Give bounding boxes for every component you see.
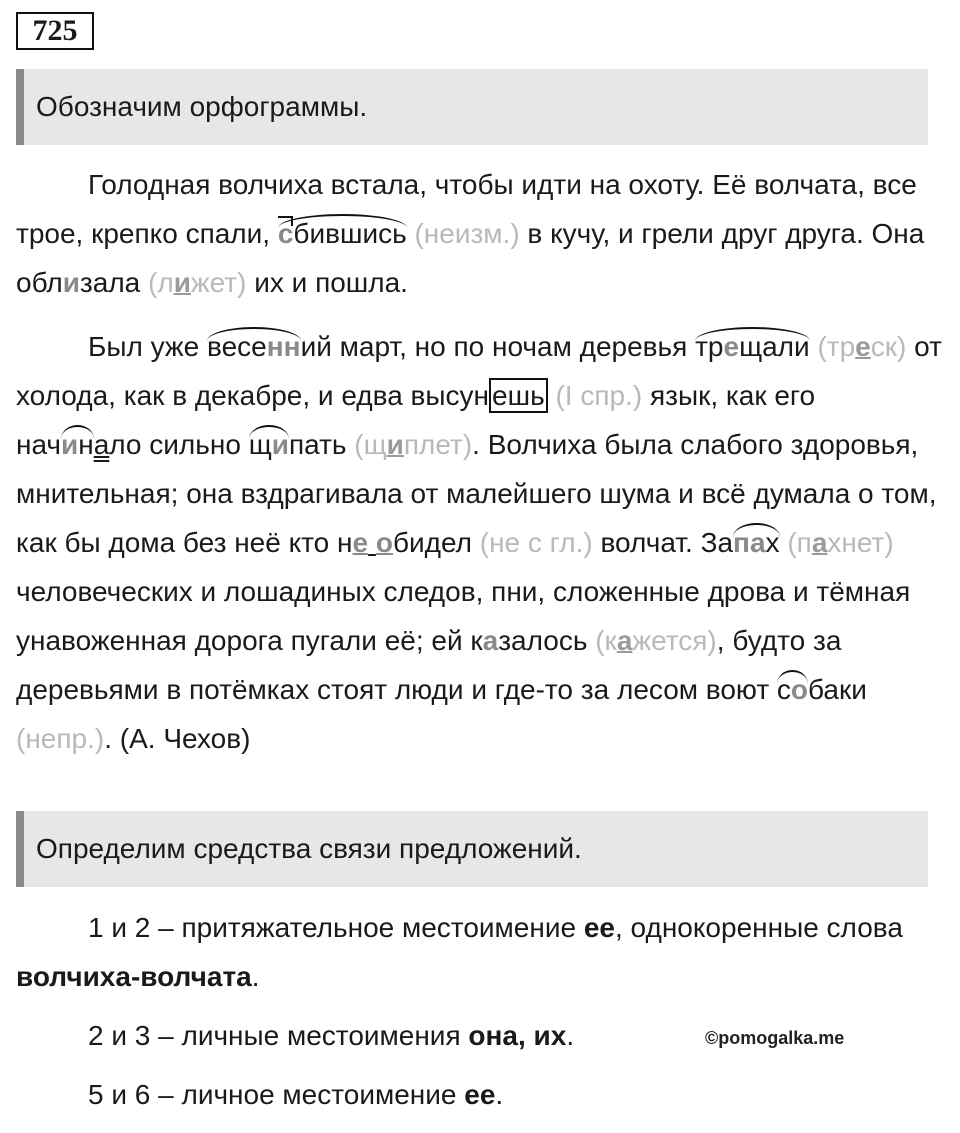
text-run: волчат. За [592,527,734,558]
orthogram-letter: о [375,527,393,558]
text-run: человеческих и лошадиных следов, пни, сложенные дрова и тёмная унавоженная дорога пугали её; ей к [16,576,911,656]
section-heading-text: Обозначим орфограммы. [36,91,368,122]
note-ne-s-gl: (не с гл.) [479,527,593,558]
note-kazhetsya: (кажется) [595,625,717,656]
text-run: . (А. Чехов) [104,723,251,754]
text-run: язык, как его нач [16,380,816,460]
text-run: бившись [293,218,407,249]
orthogram-letter: с [277,218,294,249]
text-run: , будто за деревьями в потёмках стоят люди и где-то за лесом воют [16,625,842,705]
section-heading-links [16,811,928,887]
word-sobaki: со [777,670,808,705]
link-item: 1 и 2 – притяжательное местоимение ее, однокоренные слова волчиха-волчата. [16,912,903,992]
word-vesenniy: весенн [207,327,301,362]
paragraph-2: Был уже весенний март, но по ночам деревья трещали (треск) от холода, как в декабре, и едва высун ешь (I спр.) язык, как его начинало сильно щипать (щиплет). Волчиха была слабого здоровья, мнительная; она вздрагивала от малейшего шума и всё думала о том, как бы дома без неё кто не обидел (не с гл.) волчат. Запах (пахнет) человеческих и лошадиных следов, пни, сложенные дрова и тёмная унавоженная дорога пугали её; ей казалось (кажется), будто за деревьями в потёмках стоят люди и где-то за лесом воют собаки (непр.). (А. Чехов) [16,322,946,763]
text-run: от холода, как в декабре, и едва высун [16,331,942,411]
text-run: зала [79,267,141,298]
link-item: 5 и 6 – личное местоимение ее. [88,1079,504,1110]
text-run: Был уже [88,331,208,362]
word-sbivshis [278,214,407,249]
section-heading-text: Определим средства связи предложений. [36,833,582,864]
word-shchipat: щи [249,425,289,460]
word-treshchali: трещали [695,327,810,362]
links-list [16,903,946,1119]
watermark: ©pomogalka.me [705,1028,845,1048]
orthogram-letter: и [62,267,80,298]
link-item: 2 и 3 – личные местоимения она, их. [88,1020,575,1051]
note-tresk: (треск) [817,331,907,362]
note-pahnet: (пахнет) [787,527,894,558]
word-zapah: пах [733,523,779,558]
orthogram-letter: е [352,527,369,558]
section-heading-orthograms [16,69,928,145]
text-run: Голодная волчиха встала, чтобы идти на охоту. Её волчата, все трое, крепко спали, [16,169,917,249]
paragraph-1 [16,160,946,307]
note-i-spr: (I спр.) [555,380,643,411]
note-shchiplet: (щиплет) [354,429,473,460]
task-number: 725 [16,12,94,50]
text-run: сильно [141,429,249,460]
note-nepr: (непр.) [16,723,105,754]
text-run: их и пошла. [246,267,408,298]
note-neizm: (неизм.) [414,218,520,249]
note-lizhet: (лижет) [148,267,247,298]
verb-ending-box: ешь [489,378,548,413]
word-nachinalo: ин [61,425,94,460]
orthogram-letter: а [482,625,499,656]
text-run: в кучу, и грели друг друга. Она обл [16,218,925,298]
text-run: март, но по ночам деревья [331,331,696,362]
text-run: . Волчиха была слабого здоровья, мнительная; она вздрагивала от малейшего шума и всё думала о том, как бы дома без неё кто н [16,429,937,558]
